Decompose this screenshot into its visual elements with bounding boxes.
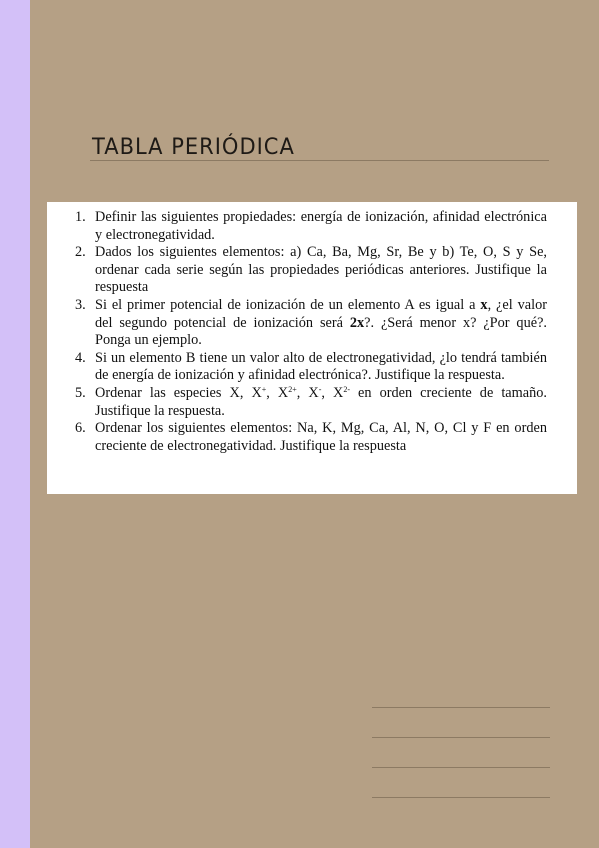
- species-symbol: X: [277, 384, 289, 401]
- species-charge: -: [318, 384, 322, 394]
- writing-line: [372, 767, 550, 768]
- species-charge: 2-: [343, 384, 350, 394]
- species-symbol: X: [251, 384, 262, 401]
- question-text: Ordenar las especies: [95, 384, 230, 401]
- question-number: 5.: [75, 384, 86, 401]
- questions-list: [47, 209, 577, 455]
- species-symbol: X: [229, 384, 240, 401]
- species-symbol: X: [308, 384, 319, 401]
- page-title: TABLA PERIÓDICA: [92, 134, 295, 160]
- writing-line: [372, 707, 550, 708]
- question-item: [47, 297, 577, 350]
- question-number: 4.: [75, 349, 86, 366]
- question-item: [47, 209, 577, 244]
- question-text: ?. ¿Será menor x? ¿Por qué?. Ponga un ejemplo.: [95, 314, 547, 349]
- question-item: 5. Ordenar las especies X, X+, $X^{2+}$, X-, $X^{2-}$ en orden creciente de tamaño. Justifique la respuesta.: [75, 384, 547, 419]
- title-underline: [90, 160, 549, 161]
- question-text: Si un elemento B tiene un valor alto de electronegatividad, ¿lo tendrá también de energía de ionización y afinidad electrónica?. Justifique la respuesta.: [95, 349, 547, 384]
- species-symbol: X: [333, 384, 344, 401]
- question-text: Definir las siguientes propiedades: energía de ionización, afinidad electrónica y electronegatividad.: [95, 209, 547, 243]
- writing-line: [372, 797, 550, 798]
- bold-variable: 2x: [349, 314, 365, 331]
- question-text: en orden creciente de tamaño. Justifique la respuesta.: [95, 384, 547, 419]
- species-charge: 2+: [288, 384, 297, 394]
- question-item: [47, 244, 577, 297]
- question-number: 3.: [75, 296, 86, 313]
- question-text: Ordenar los siguientes elementos: Na, K, Mg, Ca, Al, N, O, Cl y F en orden creciente de electronegatividad. Justifique la respuesta: [95, 420, 547, 454]
- side-strip: [0, 0, 30, 848]
- writing-line: [372, 737, 550, 738]
- question-number: 6.: [75, 420, 86, 437]
- question-text: Si el primer potencial de ionización de un elemento A es igual a: [95, 296, 481, 313]
- bold-variable: x: [480, 296, 488, 313]
- questions-card: [47, 202, 577, 494]
- question-number: 1.: [75, 209, 86, 225]
- species-charge: +: [261, 384, 267, 394]
- question-text: , ¿el valor del segundo potencial de ionización será: [95, 296, 547, 331]
- question-item: [47, 350, 577, 385]
- question-number: 2.: [75, 244, 86, 261]
- question-text: Dados los siguientes elementos: a) Ca, Ba, Mg, Sr, Be y b) Te, O, S y Se, ordenar cada serie según las propiedades periódicas anteriores. Justifique la respuesta: [95, 244, 547, 296]
- question-item: [47, 420, 577, 455]
